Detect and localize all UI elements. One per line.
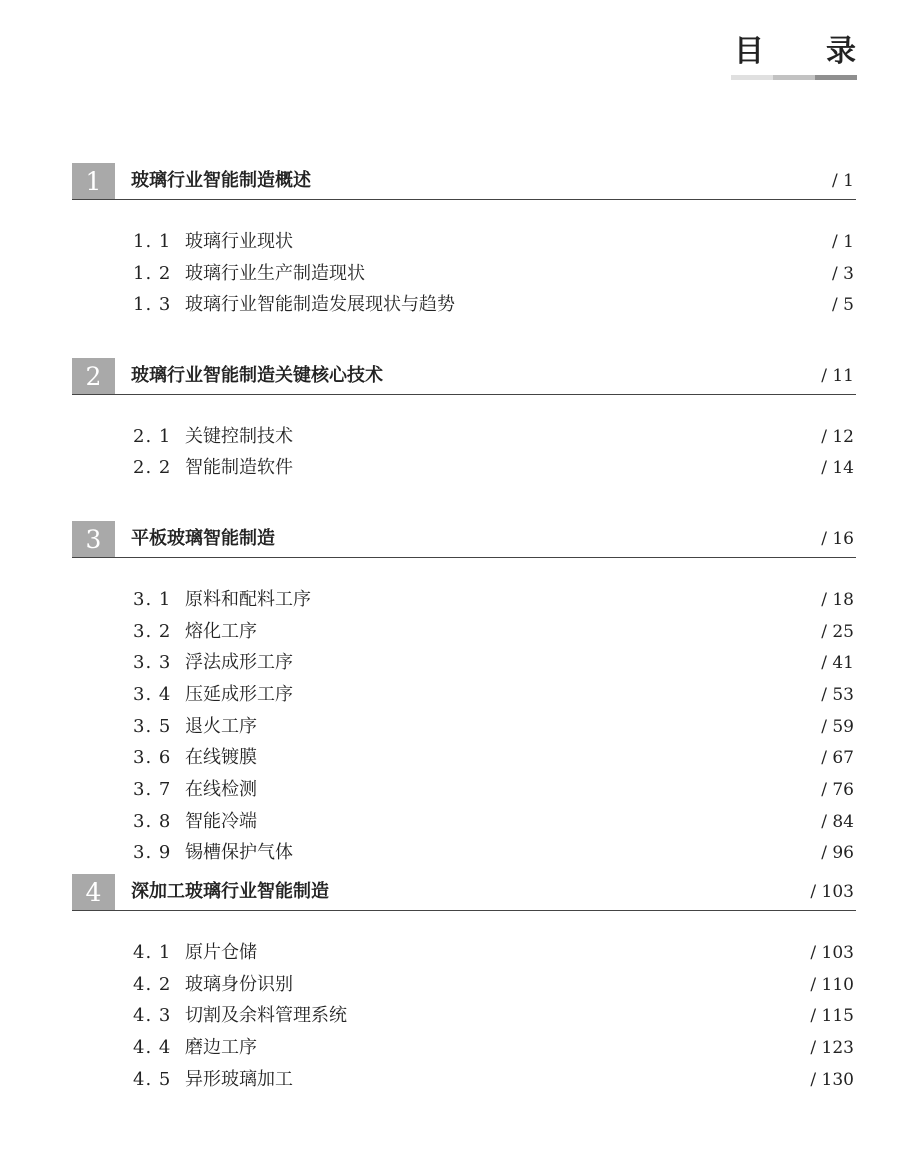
chapter-heading[interactable]	[72, 874, 856, 911]
title-bar-segment-light	[731, 75, 773, 80]
section-page-number: / 96	[821, 843, 854, 863]
section-number: 3. 1	[133, 589, 172, 610]
section-title: 在线检测	[185, 779, 257, 800]
section-title: 切割及余料管理系统	[185, 1005, 347, 1026]
toc-entry[interactable]	[133, 840, 856, 866]
section-page-number: / 130	[810, 1070, 854, 1090]
toc-entry[interactable]	[133, 229, 856, 255]
section-title: 智能冷端	[185, 811, 257, 832]
chapter-number-box: 3	[72, 521, 115, 557]
section-number: 1. 3	[133, 294, 172, 315]
toc-entry[interactable]	[133, 682, 856, 708]
section-page-number: / 103	[810, 943, 854, 963]
toc-entry[interactable]	[133, 587, 856, 613]
chapter-title: 玻璃行业智能制造概述	[131, 170, 311, 191]
chapter-title: 玻璃行业智能制造关键核心技术	[131, 365, 383, 386]
section-title: 原料和配料工序	[185, 589, 311, 610]
chapter-number-box: 2	[72, 358, 115, 394]
section-number: 3. 3	[133, 652, 172, 673]
page-title-char-2: 录	[826, 34, 856, 69]
chapter-heading[interactable]	[72, 358, 856, 395]
section-page-number: / 18	[821, 590, 854, 610]
chapter-heading[interactable]	[72, 521, 856, 558]
section-page-number: / 115	[810, 1006, 854, 1026]
section-page-number: / 1	[832, 232, 854, 252]
section-number: 3. 7	[133, 779, 172, 800]
section-number: 3. 5	[133, 716, 172, 737]
section-page-number: / 110	[810, 975, 854, 995]
section-page-number: / 5	[832, 295, 854, 315]
section-title: 玻璃行业现状	[185, 231, 293, 252]
section-title: 玻璃身份识别	[185, 974, 293, 995]
section-page-number: / 25	[821, 622, 854, 642]
section-number: 3. 8	[133, 811, 172, 832]
section-title: 在线镀膜	[185, 747, 257, 768]
section-page-number: / 14	[821, 458, 854, 478]
section-number: 4. 3	[133, 1005, 172, 1026]
toc-entry[interactable]	[133, 745, 856, 771]
section-page-number: / 76	[821, 780, 854, 800]
section-title: 浮法成形工序	[185, 652, 293, 673]
section-page-number: / 53	[821, 685, 854, 705]
chapter-page-number: / 11	[821, 366, 854, 386]
section-number: 1. 1	[133, 231, 172, 252]
section-title: 关键控制技术	[185, 426, 293, 447]
section-number: 4. 4	[133, 1037, 172, 1058]
chapter-heading[interactable]	[72, 163, 856, 200]
section-title: 玻璃行业智能制造发展现状与趋势	[185, 294, 455, 315]
section-title: 玻璃行业生产制造现状	[185, 263, 365, 284]
toc-entry[interactable]	[133, 1067, 856, 1093]
toc-entry[interactable]	[133, 1003, 856, 1029]
toc-entry[interactable]	[133, 972, 856, 998]
section-title: 智能制造软件	[185, 457, 293, 478]
title-bar-segment-dark	[815, 75, 857, 80]
section-number: 4. 5	[133, 1069, 172, 1090]
toc-entry[interactable]	[133, 714, 856, 740]
toc-entry[interactable]	[133, 1035, 856, 1061]
toc-entry[interactable]	[133, 455, 856, 481]
toc-entry[interactable]	[133, 650, 856, 676]
page-title-char-1: 目	[734, 34, 764, 69]
toc-entry[interactable]	[133, 292, 856, 318]
chapter-page-number: / 1	[832, 171, 854, 191]
section-title: 压延成形工序	[185, 684, 293, 705]
section-number: 2. 2	[133, 457, 172, 478]
chapter-page-number: / 16	[821, 529, 854, 549]
toc-entry[interactable]	[133, 424, 856, 450]
section-title: 熔化工序	[185, 621, 257, 642]
section-number: 3. 6	[133, 747, 172, 768]
section-title: 异形玻璃加工	[185, 1069, 293, 1090]
section-number: 1. 2	[133, 263, 172, 284]
title-bar-segment-mid	[773, 75, 815, 80]
section-number: 4. 2	[133, 974, 172, 995]
section-number: 3. 2	[133, 621, 172, 642]
toc-entry[interactable]	[133, 619, 856, 645]
toc-entry[interactable]	[133, 940, 856, 966]
chapter-number-box: 1	[72, 163, 115, 199]
page-title	[734, 26, 856, 70]
chapter-title: 平板玻璃智能制造	[131, 528, 275, 549]
chapter-page-number: / 103	[810, 882, 854, 902]
section-page-number: / 41	[821, 653, 854, 673]
section-title: 退火工序	[185, 716, 257, 737]
toc-entry[interactable]	[133, 261, 856, 287]
section-title: 原片仓储	[185, 942, 257, 963]
section-number: 3. 9	[133, 842, 172, 863]
section-page-number: / 12	[821, 427, 854, 447]
chapter-number-box: 4	[72, 874, 115, 910]
section-title: 锡槽保护气体	[185, 842, 293, 863]
section-number: 3. 4	[133, 684, 172, 705]
title-underline-bar	[731, 75, 857, 80]
section-page-number: / 3	[832, 264, 854, 284]
section-page-number: / 123	[810, 1038, 854, 1058]
section-page-number: / 59	[821, 717, 854, 737]
toc-entry[interactable]	[133, 777, 856, 803]
section-number: 4. 1	[133, 942, 172, 963]
section-page-number: / 84	[821, 812, 854, 832]
section-title: 磨边工序	[185, 1037, 257, 1058]
section-number: 2. 1	[133, 426, 172, 447]
chapter-title: 深加工玻璃行业智能制造	[131, 881, 329, 902]
section-page-number: / 67	[821, 748, 854, 768]
toc-entry[interactable]	[133, 809, 856, 835]
